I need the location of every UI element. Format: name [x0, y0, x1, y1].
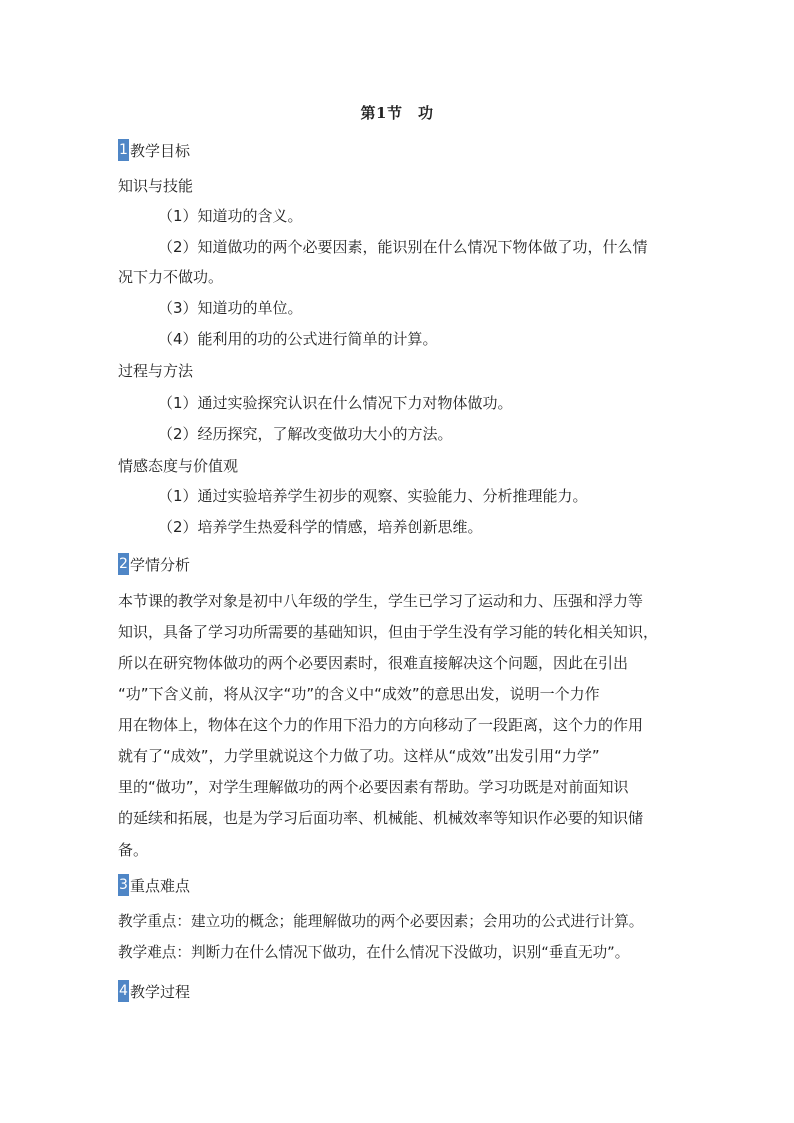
subheading-emotion: 情感态度与价值观 [118, 457, 239, 475]
teaching-focus: 教学重点：建立功的概念；能理解做功的两个必要因素；会用功的公式进行计算。 [118, 913, 644, 930]
list-item: （2）培养学生热爱科学的情感，培养创新思维。 [158, 518, 483, 536]
analysis-line: 知识，具备了学习功所需要的基础知识，但由于学生没有学习能的转化相关知识， [118, 623, 659, 641]
section-heading-analysis [118, 553, 190, 575]
analysis-line: 备。 [118, 841, 149, 859]
section-number: 1 [118, 139, 129, 161]
subheading-knowledge: 知识与技能 [118, 177, 194, 195]
analysis-line: 本节课的教学对象是初中八年级的学生，学生已学习了运动和力、压强和浮力等 [118, 592, 644, 610]
analysis-line: “功”下含义前，将从汉字“功”的含义中“成效”的意思出发，说明一个力作 [118, 685, 600, 703]
list-item-continuation: 况下力不做功。 [118, 268, 224, 286]
analysis-line: 就有了“成效”，力学里就说这个力做了功。这样从“成效”出发引用“力学” [118, 747, 600, 765]
lesson-title: 第1节 功 [360, 104, 434, 122]
list-item: （1）知道功的含义。 [158, 207, 303, 225]
analysis-line: 用在物体上，物体在这个力的作用下沿力的方向移动了一段距离，这个力的作用 [118, 716, 644, 734]
list-item: （2）知道做功的两个必要因素，能识别在什么情况下物体做了功，什么情 [158, 238, 648, 256]
list-item: （1）通过实验培养学生初步的观察、实验能力、分析推理能力。 [158, 487, 588, 505]
analysis-line: 里的“做功”，对学生理解做功的两个必要因素有帮助。学习功既是对前面知识 [118, 778, 629, 796]
subheading-process: 过程与方法 [118, 362, 194, 380]
list-item: （3）知道功的单位。 [158, 299, 303, 317]
list-item: （2）经历探究，了解改变做功大小的方法。 [158, 425, 453, 443]
section-label: 重点难点 [130, 876, 191, 895]
section-label: 教学目标 [130, 141, 191, 160]
section-label: 学情分析 [130, 555, 191, 574]
section-heading-keypoints [118, 874, 190, 896]
analysis-line: 的延续和拓展，也是为学习后面功率、机械能、机械效率等知识作必要的知识储 [118, 809, 644, 827]
list-item: （4）能利用的功的公式进行简单的计算。 [158, 330, 438, 348]
section-number: 4 [118, 980, 129, 1002]
section-number: 3 [118, 874, 129, 896]
section-heading-process [118, 980, 190, 1002]
section-label: 教学过程 [130, 982, 191, 1001]
analysis-line: 所以在研究物体做功的两个必要因素时，很难直接解决这个问题，因此在引出 [118, 654, 629, 672]
list-item: （1）通过实验探究认识在什么情况下力对物体做功。 [158, 394, 513, 412]
section-heading-goals [118, 139, 190, 161]
section-number: 2 [118, 553, 129, 575]
teaching-difficulty: 教学难点：判断力在什么情况下做功，在什么情况下没做功，识别“垂直无功”。 [118, 944, 630, 961]
